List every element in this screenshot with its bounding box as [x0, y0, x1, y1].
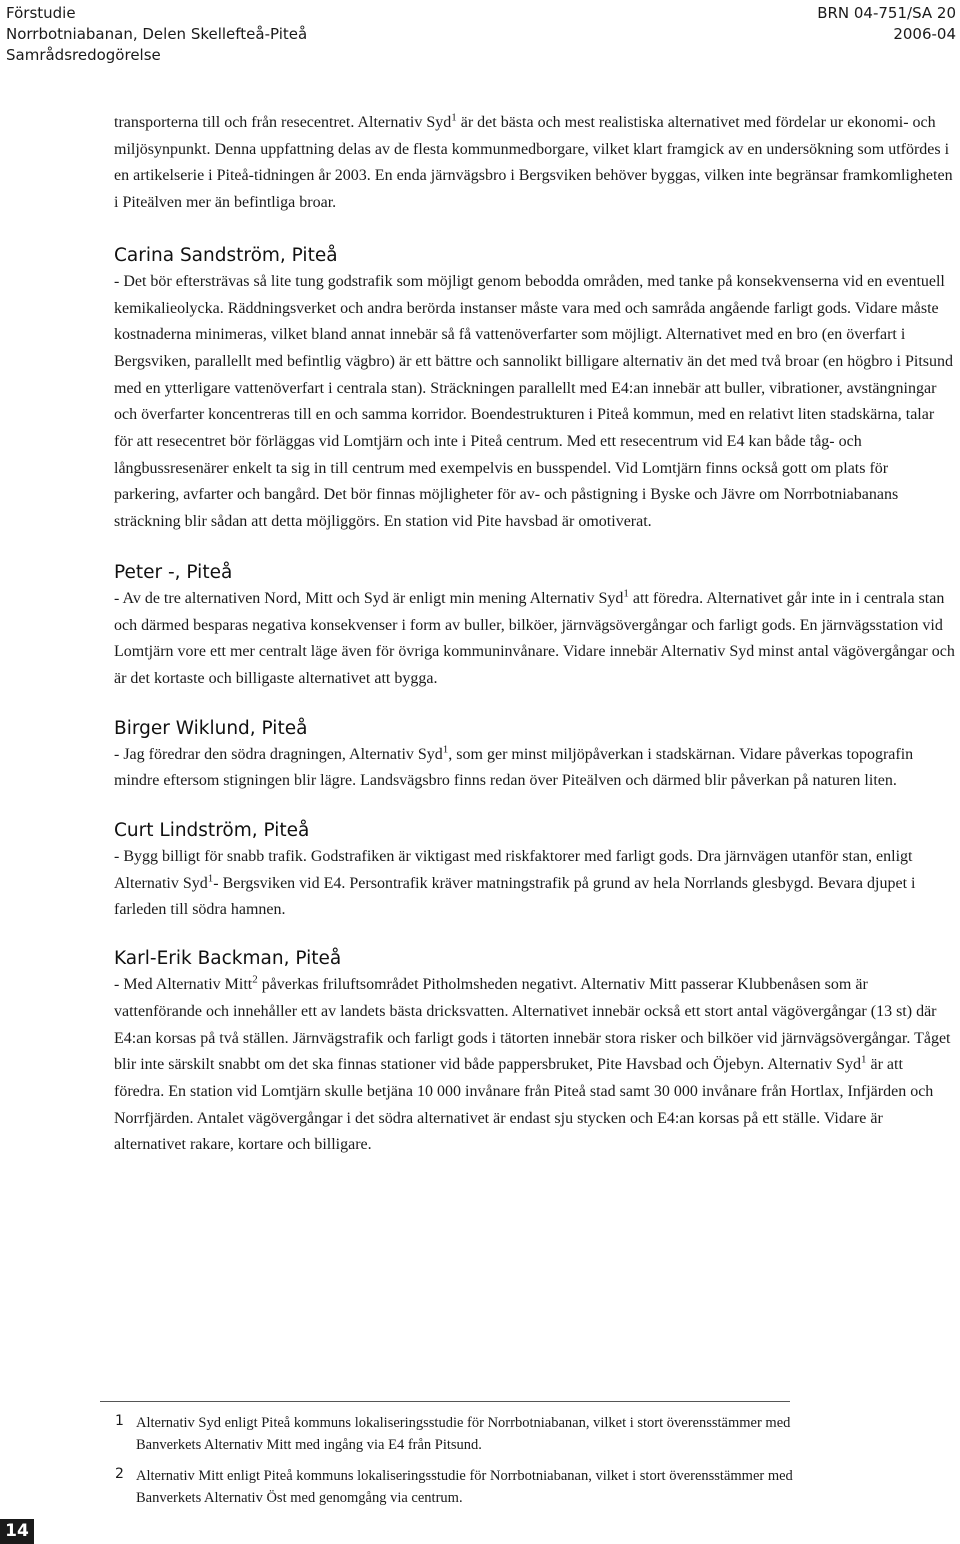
footnote-number: 2: [115, 1466, 124, 1482]
document-body: [114, 110, 956, 1159]
footnote-ref-1[interactable]: 1: [207, 872, 214, 885]
intro-paragraph: transporterna till och från resecentret. Alternativ Syd$^1$ är det bästa och mest realistiska alternativet med fördelar ur ekonomi- och miljösynpunkt. Denna uppfattning delas av de flesta kommunmedborgare, vilket klart framgick av en undersökning som utfördes i en artikelserie i Piteå-tidningen år 2003. En enda järnvägsbro i Bergsviken behöver byggas, vilken inte begränsar framkomligheten i Piteälven mer än befintliga broar.: [114, 111, 953, 212]
section-paragraph: - Med Alternativ Mitt$^2$ påverkas friluftsområdet Pitholmsheden negativt. Alternativ Mitt passerar Klubbenåsen som är vattenförande och innehåller ett av landets bästa dricksvatten. Alternativet innebär också ett stort antal vägövergångar (13 st) där E4:an korsas på två ställen. Järnvägstrafik och farligt gods i tätorten innebär stora risker och bilköer vid järnvägsövergångar. Tåget blir inte särskilt snabbt om det ska finnas stationer vid både pappersbruket, Pite Havsbad och Öjebyn. Alternativ Syd$^1$ är att föredra. En station vid Lomtjärn skulle betjäna 10 000 invånare från Piteå stad samt 30 000 invånare från Hortlax, Infjärden och Norrfjärden. Antalet vägövergångar i det södra alternativet är endast sju stycken och E4:an korsas på ett ställe. Vidare är alternativet rakare, kortare och billigare.: [114, 973, 951, 1154]
footnote-ref-1[interactable]: 1: [442, 743, 449, 756]
section-heading: Peter -, Piteå: [114, 561, 233, 583]
header-reference-number: BRN 04-751/SA 20: [817, 4, 956, 22]
section-paragraph: - Det bör eftersträvas så lite tung godstrafik som möjligt genom bebodda områden, med tanke på konsekvenserna vid en eventuell kemikalieolycka. Räddningsverket och andra berörda instanser måste vara med och samråda angående farligt gods. Vidare måste kostnaderna minimeras, vilket bland annat innebär så få vattenöverfarter som möjligt. Alternativet med en bro (en överfart i Bergsviken, parallellt med befintlig vägbro) är ett bättre och sannolikt billigare alternativ än det med två broar (en högbro i Pitsund med en ytterligare vattenöverfart i centrala stan). Sträckningen parallellt med E4:an innebär att buller, vibrationer, avstängningar och överfarter koncentreras till en och samma korridor. Boendestrukturen i Piteå kommun, med en relativt liten stadskärna, talar för att resecentret bör förläggas vid Lomtjärn och inte i Piteå centrum. Med ett resecentrum vid E4 kan både tåg- och långbussresenärer enkelt ta sig in till centrum med exempelvis en busspendel. Vid Lomtjärn finns också gott om plats för parkering, avfarter och bangård. Det bör finnas möjligheter för av- och påstigning i Byske och Jävre om Norrbotniabanans sträckning blir sådan att detta möjliggörs. En station vid Pite havsbad är omotiverat.: [114, 272, 954, 531]
footnote-ref-2[interactable]: 2: [252, 973, 258, 986]
header-right: [817, 3, 956, 45]
comment-section-curt-lindstrom: [114, 818, 956, 924]
section-paragraph: - Jag föredrar den södra dragningen, Alternativ Syd$^1$, som ger minst miljöpåverkan i stadskärnan. Vidare påverkas topografin mindre eftersom stigningen blir lägre. Landsvägsbro finns redan över Piteälven och därmed blir påverkan på naturen liten.: [114, 743, 914, 790]
footnote-2: [115, 1465, 815, 1509]
footnote-ref-1[interactable]: 1: [451, 111, 457, 124]
section-paragraph: - Bygg billigt för snabb trafik. Godstrafiken är viktigast med riskfaktorer med farligt gods. Dra järnvägen utanför stan, enligt Alternativ Syd$^1$- Bergsviken vid E4. Persontrafik kräver matningstrafik på grund av hela Norrlands glesbygd. Bevara djupet i farleden till södra hamnen.: [114, 848, 916, 919]
section-heading: Karl-Erik Backman, Piteå: [114, 948, 342, 970]
section-paragraph: - Av de tre alternativen Nord, Mitt och Syd är enligt min mening Alternativ Syd$^1$ att föredra. Alternativet går inte in i centrala stan och därmed besparas negativa konsekvenser i form av buller, bilköer, järnvägsövergångar och farligt gods. En järnvägsstation vid Lomtjärn vore ett mer centralt läge även för övriga kommuninvånare. Vidare innebär Alternativ Syd minst antal vägövergångar och är det kortaste och billigaste alternativet att bygga.: [114, 587, 955, 687]
header-document-type: Förstudie: [6, 4, 76, 22]
header-left: [6, 3, 307, 66]
footnote-ref-1[interactable]: 1: [860, 1053, 867, 1066]
comment-section-birger-wiklund: [114, 716, 956, 795]
section-heading: Carina Sandström, Piteå: [114, 244, 338, 266]
footnote-divider: [100, 1401, 790, 1402]
section-heading: Birger Wiklund, Piteå: [114, 717, 308, 739]
header-project-name: Norrbotniabanan, Delen Skellefteå-Piteå: [6, 25, 308, 43]
footnote-1: [115, 1412, 815, 1456]
header-report-name: Samrådsredogörelse: [6, 46, 161, 64]
comment-section-karl-erik-backman: [114, 946, 956, 1159]
comment-section-carina-sandstrom: [114, 243, 956, 536]
comment-section-peter: [114, 560, 956, 693]
footnote-number: 1: [115, 1413, 124, 1429]
page-number: 14: [0, 1519, 34, 1544]
header-date: 2006-04: [893, 25, 956, 43]
footnotes: [115, 1412, 815, 1518]
footnote-ref-1[interactable]: 1: [623, 587, 629, 600]
section-heading: Curt Lindström, Piteå: [114, 820, 310, 842]
footnote-text: Alternativ Mitt enligt Piteå kommuns lokaliseringsstudie för Norrbotniabanan, vilket i stort överensstämmer med Banverkets Alternativ Öst med genomgång via centrum.: [136, 1468, 793, 1506]
footnote-text: Alternativ Syd enligt Piteå kommuns lokaliseringsstudie för Norrbotniabanan, vilket i stort överensstämmer med Banverkets Alternativ Mitt med ingång via E4 från Pitsund.: [136, 1415, 791, 1453]
